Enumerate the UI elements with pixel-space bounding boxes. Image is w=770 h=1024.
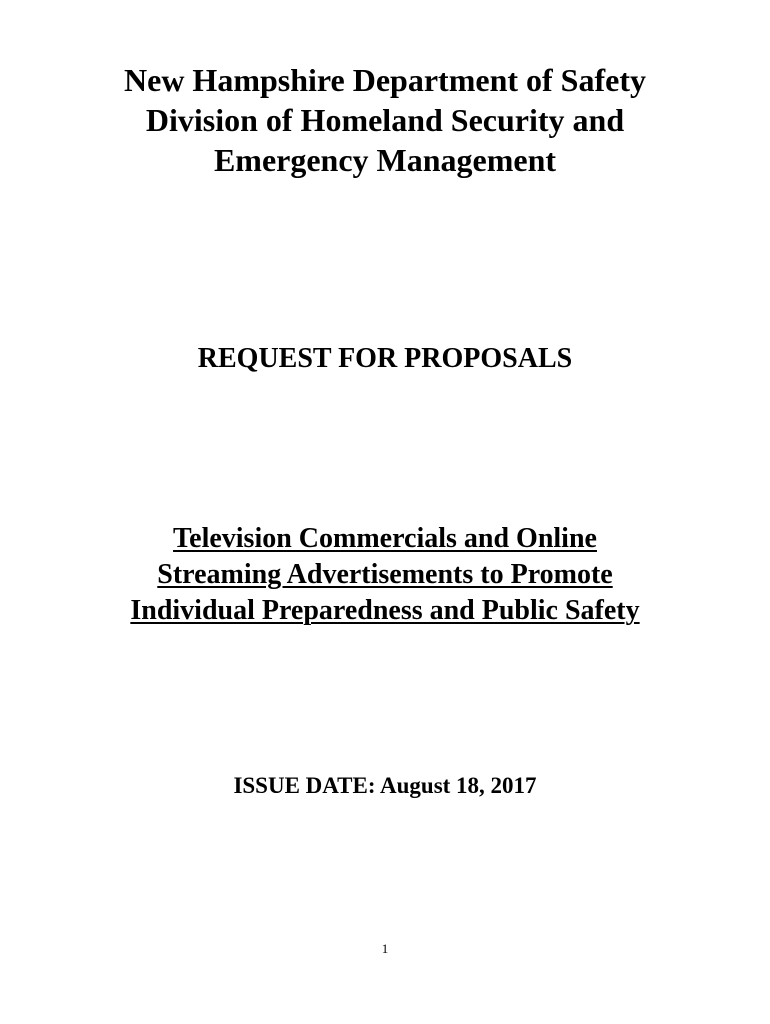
issue-date: ISSUE DATE: August 18, 2017: [233, 773, 537, 798]
project-title-line-1: Television Commercials and Online: [173, 523, 597, 554]
agency-line-department: New Hampshire Department of Safety: [124, 62, 646, 98]
agency-line-management: Emergency Management: [213, 142, 557, 178]
page-number: 1: [381, 941, 389, 956]
agency-heading: [0, 60, 770, 180]
project-title: [0, 521, 770, 629]
document-type-title: REQUEST FOR PROPOSALS: [197, 343, 573, 374]
project-title-line-3: Individual Preparedness and Public Safety: [130, 595, 640, 626]
agency-line-division: Division of Homeland Security and: [145, 102, 625, 138]
project-title-line-2: Streaming Advertisements to Promote: [157, 559, 613, 590]
